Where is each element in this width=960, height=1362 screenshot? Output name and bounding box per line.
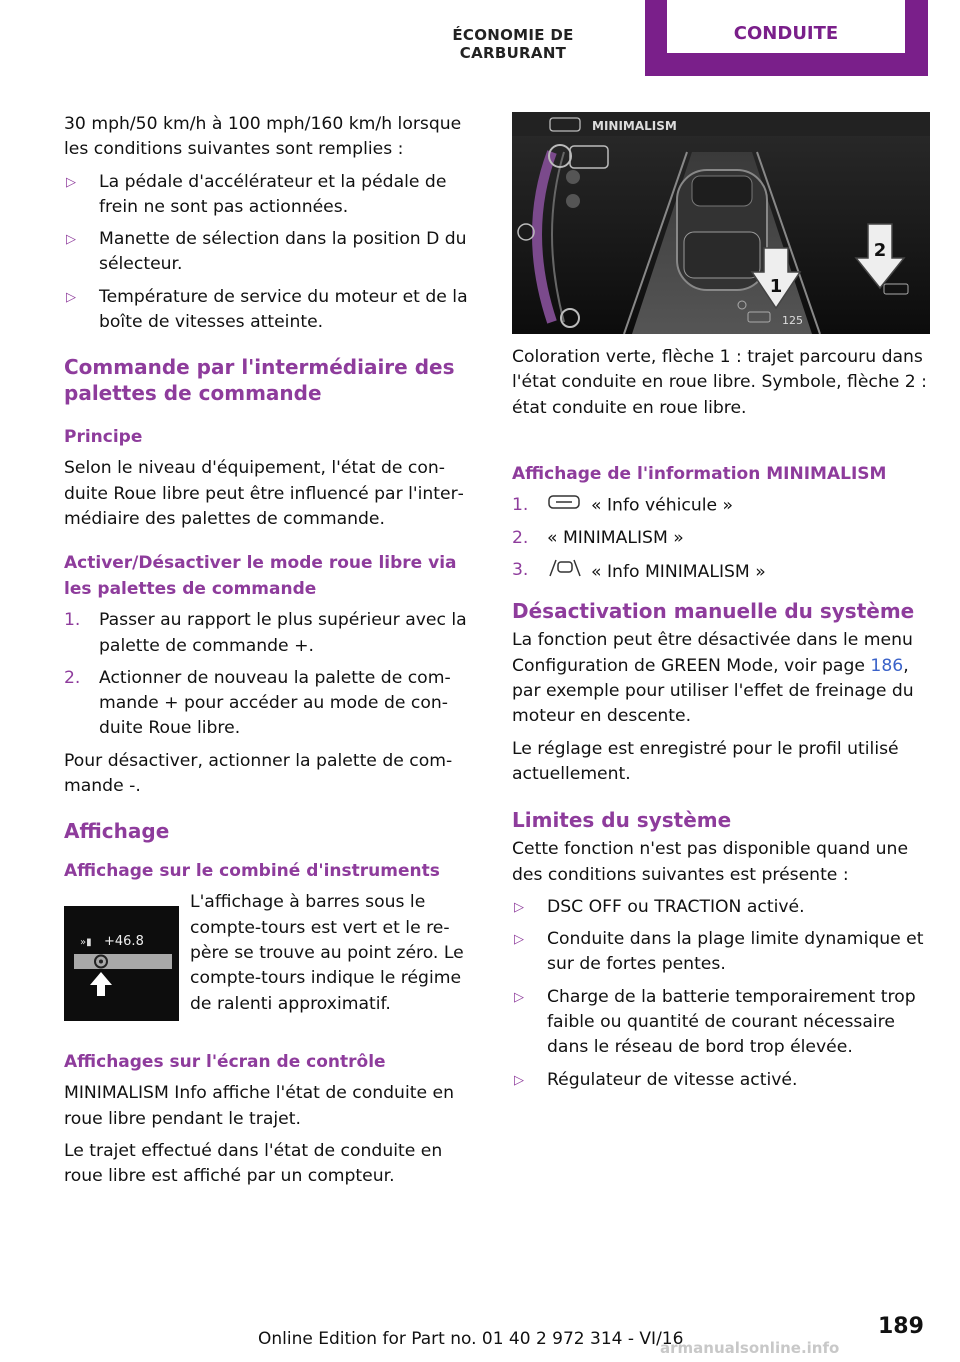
conditions-list bbox=[64, 170, 474, 336]
heading-show-minimalism: Affichage de l'information MINIMALISM bbox=[512, 463, 887, 484]
chapter-title: CONDUITE bbox=[667, 0, 905, 53]
manual-text-2: Le réglage est enregistré pour le profil utilisé actuellement. bbox=[512, 738, 899, 784]
cluster-text: L'affichage à barres sous le compte-tours est vert et le repère se trouve au point zéro. Le compte-tours indique le régime de ralenti approximatif. bbox=[190, 892, 464, 1014]
page-number: 189 bbox=[878, 1314, 924, 1339]
intro-text: 30 mph/50 km/h à 100 mph/160 km/h lorsque les conditions suivantes sont remplies : bbox=[64, 114, 462, 160]
screen-title: MINIMALISM bbox=[592, 119, 677, 133]
control-text-2: Le trajet effectué dans l'état de conduite en roue libre est affiché par un compteur. bbox=[64, 1140, 443, 1187]
list-item: ▷ La pédale d'accélérateur et la pédale de frein ne sont pas actionnées. bbox=[66, 171, 447, 217]
control-text-1: MINIMALISM Info affiche l'état de conduite en roue libre pendant le trajet. bbox=[64, 1083, 454, 1129]
triangle-bullet-icon: ▷ bbox=[66, 174, 76, 190]
figure-caption: Coloration verte, flèche 1 : trajet parcouru dans l'état conduite en roue libre. Symbole, flèche 2 : état conduite en roue libre. bbox=[512, 347, 927, 418]
heading-activate: Activer/Désactiver le mode roue libre via les palettes de commande bbox=[64, 553, 457, 600]
triangle-bullet-icon: ▷ bbox=[66, 232, 76, 248]
principle-text: Selon le niveau d'équipement, l'état de conduite Roue libre peut être influencé par l'intermédiaire des palettes de commande. bbox=[64, 458, 464, 529]
list-item: 2. « MINIMALISM » bbox=[512, 527, 684, 548]
deactivate-text: Pour désactiver, actionner la palette de commande -. bbox=[64, 750, 453, 797]
arrow-1-label: 1 bbox=[769, 276, 783, 297]
cluster-block bbox=[64, 890, 474, 1018]
cluster-value: +46.8 bbox=[104, 934, 144, 950]
running-header-section: ÉCONOMIE DE CARBURANT bbox=[452, 26, 574, 62]
heading-paddles: Commande par l'intermédiaire des palettes de commande bbox=[64, 355, 455, 406]
list-item: ▷ DSC OFF ou TRACTION activé. bbox=[512, 895, 930, 920]
list-item: 2. Actionner de nouveau la palette de commande + pour accéder au mode de conduite Roue libre. bbox=[64, 667, 451, 739]
list-item: ▷ Régulateur de vitesse activé. bbox=[512, 1068, 930, 1093]
triangle-bullet-icon: ▷ bbox=[514, 899, 524, 915]
heading-principle: Principe bbox=[64, 427, 143, 448]
triangle-bullet-icon: ▷ bbox=[66, 289, 76, 305]
control-display-screenshot bbox=[512, 112, 930, 334]
triangle-bullet-icon: ▷ bbox=[514, 989, 524, 1005]
list-item: ▷ Charge de la batterie temporairement trop faible ou quantité de courant nécessaire dans le réseau de bord trop élevée. bbox=[514, 986, 916, 1058]
limits-list bbox=[512, 895, 930, 1093]
heading-cluster: Affichage sur le combiné d'instruments bbox=[64, 861, 440, 882]
list-item: ▷ Manette de sélection dans la position D du sélecteur. bbox=[66, 229, 467, 275]
list-item: 1. Passer au rapport le plus supérieur avec la palette de commande +. bbox=[64, 610, 467, 656]
arrow-2-label: 2 bbox=[873, 240, 887, 261]
page-link[interactable]: 186 bbox=[870, 655, 904, 676]
heading-display: Affichage bbox=[64, 819, 170, 844]
right-column bbox=[512, 112, 930, 1100]
list-item: 3. « Info MINIMALISM » bbox=[512, 558, 930, 586]
activate-steps bbox=[64, 608, 474, 741]
triangle-bullet-icon: ▷ bbox=[514, 932, 524, 948]
heading-control-display: Affichages sur l'écran de contrôle bbox=[64, 1052, 386, 1073]
minimalism-icon bbox=[547, 558, 581, 586]
instrument-cluster-image bbox=[64, 906, 179, 1021]
car-icon bbox=[547, 493, 581, 518]
left-column bbox=[64, 112, 474, 1197]
limits-intro: Cette fonction n'est pas disponible quand une des conditions suivantes est présente : bbox=[512, 839, 909, 885]
list-item: ▷ Conduite dans la plage limite dynamique et sur de fortes pentes. bbox=[514, 929, 924, 975]
screen-counter: 125 bbox=[782, 314, 803, 327]
watermark: armanualsonline.info bbox=[660, 1339, 840, 1357]
triangle-bullet-icon: ▷ bbox=[514, 1072, 524, 1088]
svg-text:»▮: »▮ bbox=[80, 937, 92, 949]
manual-text-1: La fonction peut être désactivée dans le menu Configuration de GREEN Mode, voir page 186, par exemple pour utiliser l'effet de freinage du moteur en descente. bbox=[512, 630, 914, 727]
show-steps bbox=[512, 493, 930, 587]
heading-manual-deactivation: Désactivation manuelle du système bbox=[512, 599, 915, 624]
list-item: 1. « Info véhicule » bbox=[512, 493, 930, 519]
list-item: ▷ Température de service du moteur et de la boîte de vitesses atteinte. bbox=[66, 286, 468, 333]
edition-footer: Online Edition for Part no. 01 40 2 972 314 - VI/16 bbox=[258, 1329, 684, 1349]
heading-limits: Limites du système bbox=[512, 808, 732, 833]
